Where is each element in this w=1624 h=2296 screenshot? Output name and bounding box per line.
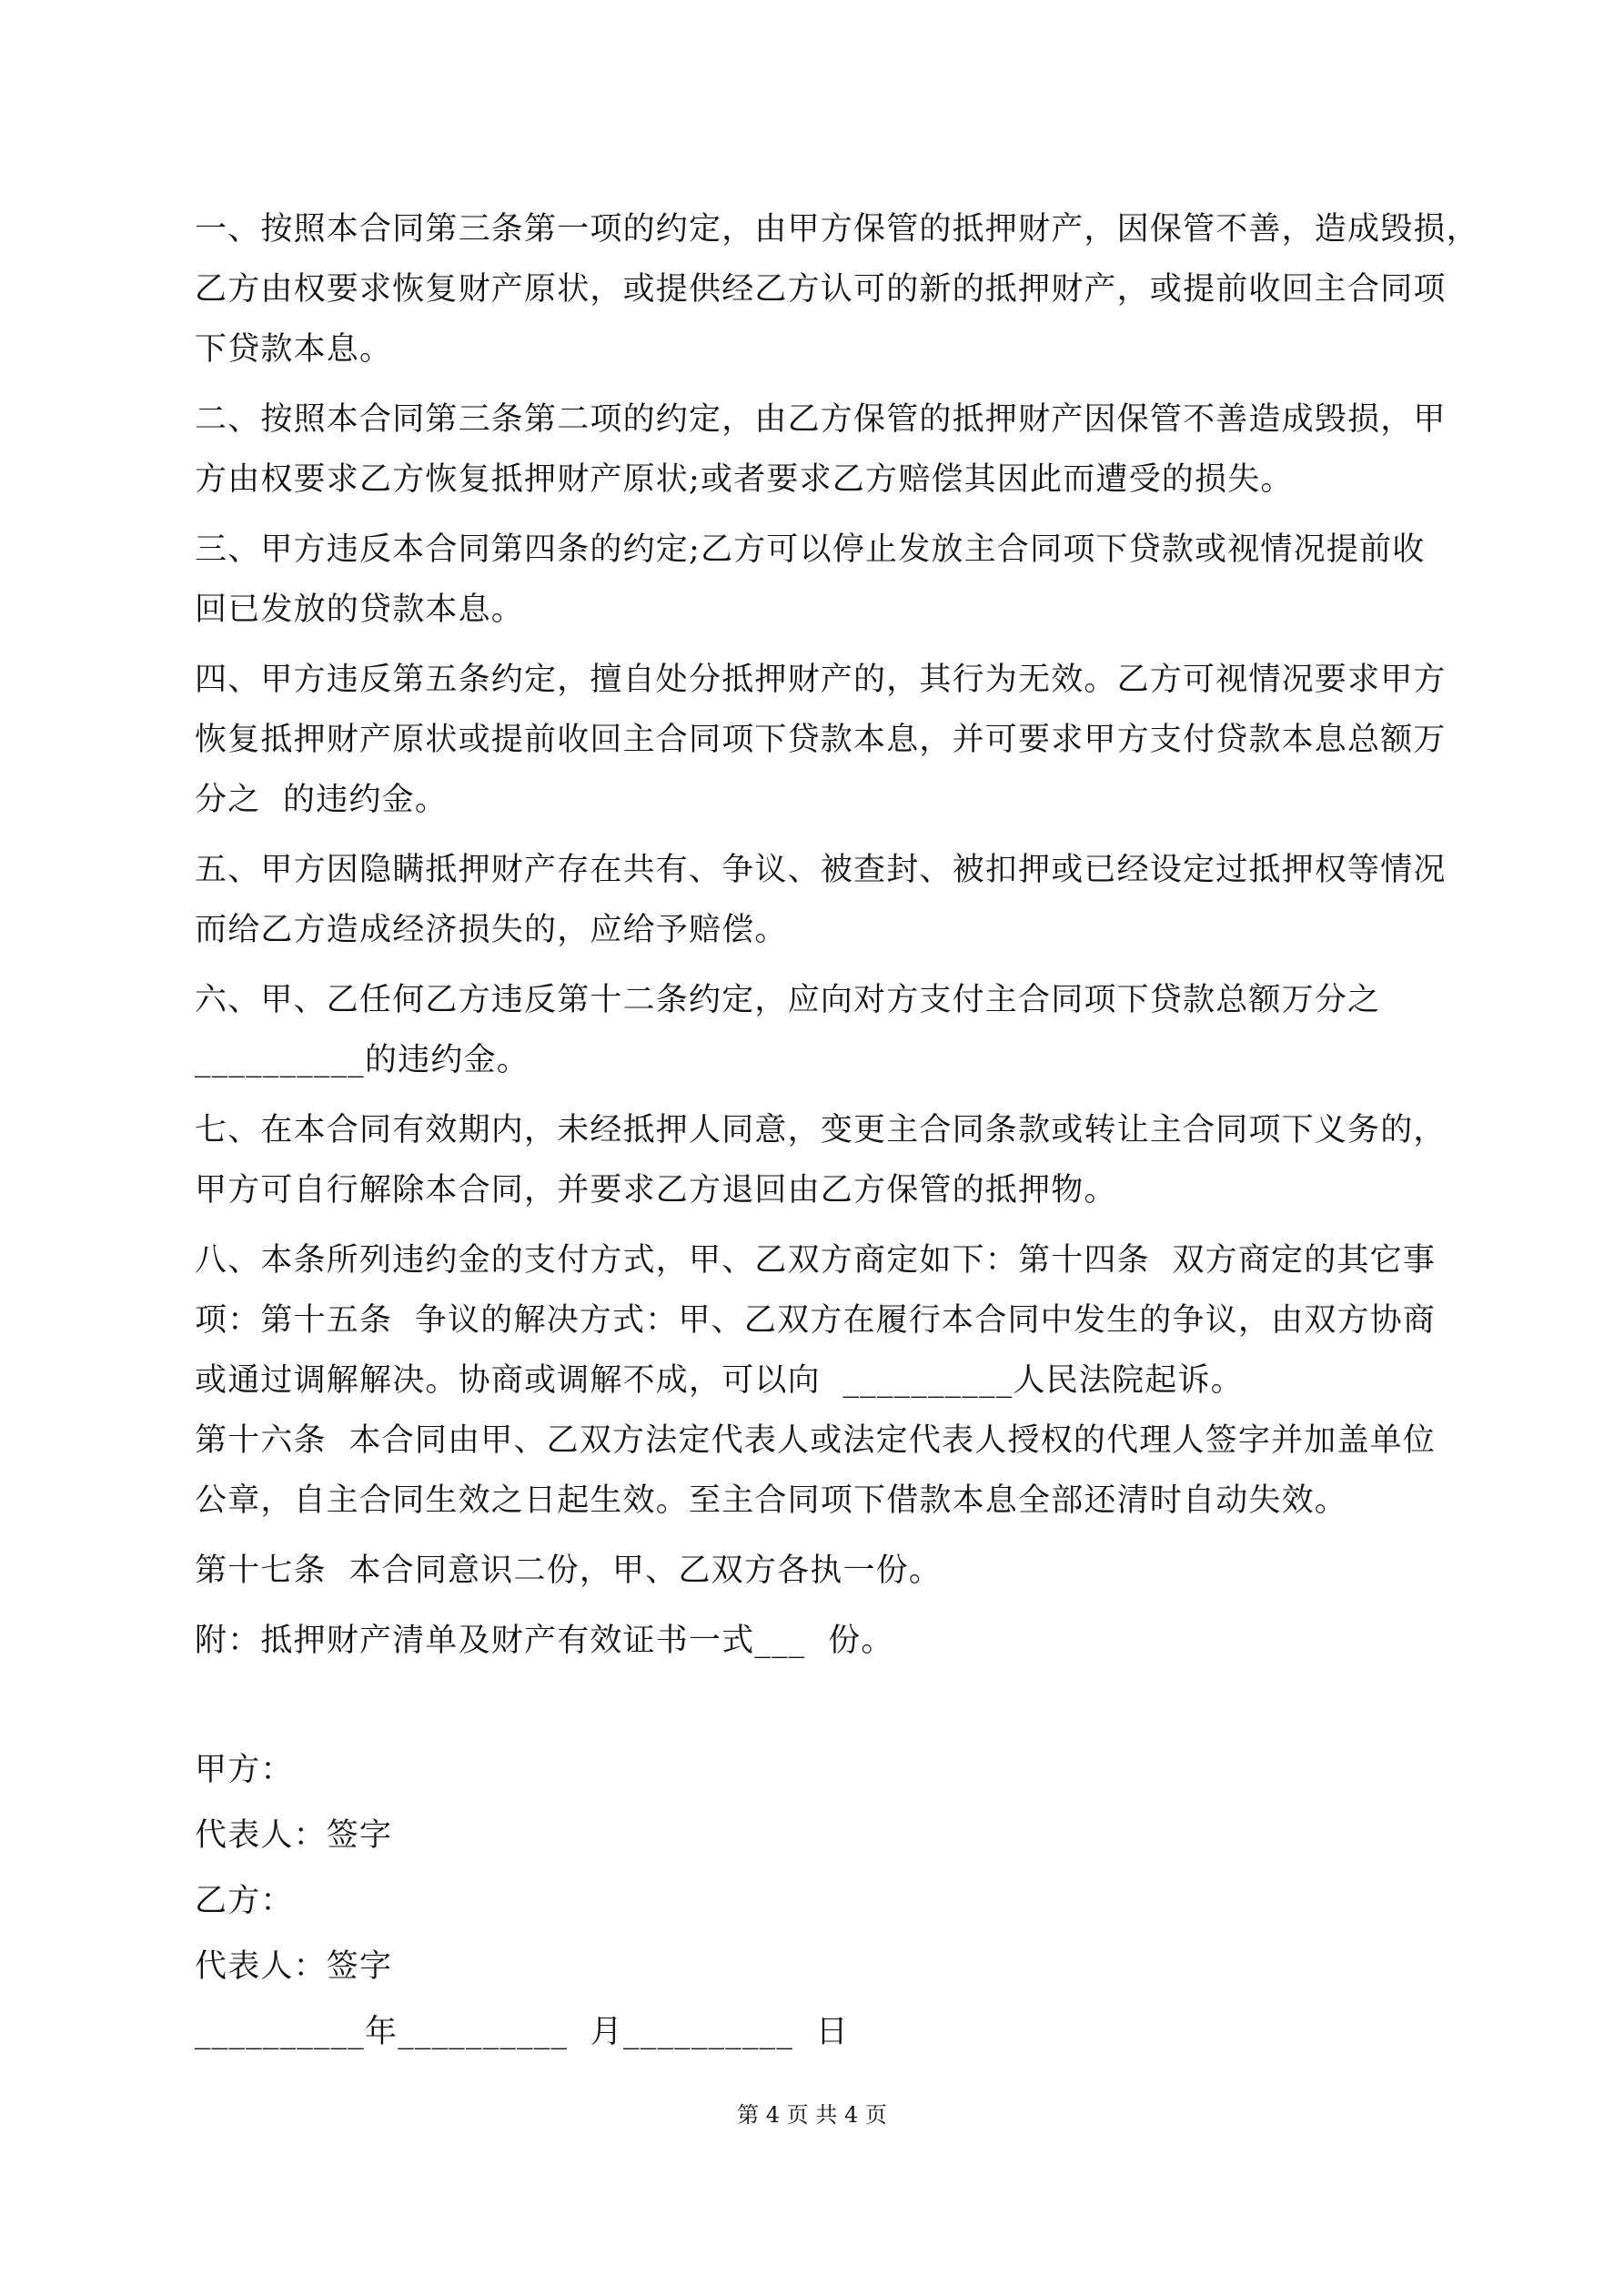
party-a-label: 甲方： bbox=[195, 1752, 294, 1788]
body-line: 六、甲、乙任何乙方违反第十二条约定，应向对方支付主合同项下贷款总额万分之 bbox=[195, 982, 1381, 1018]
party-a-representative: 代表人：签字 bbox=[195, 1817, 393, 1854]
body-line: 八、本条所列违约金的支付方式，甲、乙双方商定如下：第十四条 双方商定的其它事 bbox=[195, 1242, 1437, 1279]
body-line: 分之 的违约金。 bbox=[195, 782, 449, 818]
body-line: 下贷款本息。 bbox=[195, 331, 393, 368]
party-b-representative: 代表人：签字 bbox=[195, 1948, 393, 1985]
page-footer: 第 4 页 共 4 页 bbox=[737, 2102, 887, 2128]
body-line: 公章，自主合同生效之日起生效。至主合同项下借款本息全部还清时自动失效。 bbox=[195, 1482, 1348, 1519]
body-line: 方由权要求乙方恢复抵押财产原状;或者要求乙方赔偿其因此而遭受的损失。 bbox=[195, 461, 1294, 498]
body-line: 回已发放的贷款本息。 bbox=[195, 592, 525, 628]
body-line: 第十七条 本合同意识二份，甲、乙双方各执一份。 bbox=[195, 1553, 943, 1589]
body-line: 第十六条 本合同由甲、乙双方法定代表人或法定代表人授权的代理人签字并加盖单位 bbox=[195, 1422, 1437, 1459]
body-line: 乙方由权要求恢复财产原状，或提供经乙方认可的新的抵押财产，或提前收回主合同项 bbox=[195, 271, 1447, 308]
body-line: 项：第十五条 争议的解决方式：甲、乙双方在履行本合同中发生的争议，由双方协商 bbox=[195, 1302, 1437, 1339]
body-line: 二、按照本合同第三条第二项的约定，由乙方保管的抵押财产因保管不善造成毁损，甲 bbox=[195, 401, 1447, 438]
body-line: 恢复抵押财产原状或提前收回主合同项下贷款本息，并可要求甲方支付贷款本息总额万 bbox=[195, 722, 1447, 758]
date-line: __________年__________ 月__________ 日 bbox=[195, 2014, 849, 2050]
body-line: 附：抵押财产清单及财产有效证书一式___ 份。 bbox=[195, 1623, 894, 1659]
body-line: 七、在本合同有效期内，未经抵押人同意，变更主合同条款或转让主合同项下义务的， bbox=[195, 1112, 1447, 1148]
body-line: 四、甲方违反第五条约定，擅自处分抵押财产的，其行为无效。乙方可视情况要求甲方 bbox=[195, 662, 1447, 698]
body-line: 或通过调解解决。协商或调解不成，可以向 __________人民法院起诉。 bbox=[195, 1362, 1244, 1399]
body-line: 甲方可自行解除本合同，并要求乙方退回由乙方保管的抵押物。 bbox=[195, 1172, 1117, 1209]
body-line: 五、甲方因隐瞒抵押财产存在共有、争议、被查封、被扣押或已经设定过抵押权等情况 bbox=[195, 852, 1447, 888]
body-line: 一、按照本合同第三条第一项的约定，由甲方保管的抵押财产，因保管不善，造成毁损， bbox=[195, 211, 1479, 248]
body-line: 而给乙方造成经济损失的，应给予赔偿。 bbox=[195, 912, 788, 948]
body-line: 三、甲方违反本合同第四条的约定;乙方可以停止发放主合同项下贷款或视情况提前收 bbox=[195, 531, 1426, 568]
party-b-label: 乙方： bbox=[195, 1883, 294, 1919]
body-line: __________的违约金。 bbox=[195, 1042, 530, 1078]
